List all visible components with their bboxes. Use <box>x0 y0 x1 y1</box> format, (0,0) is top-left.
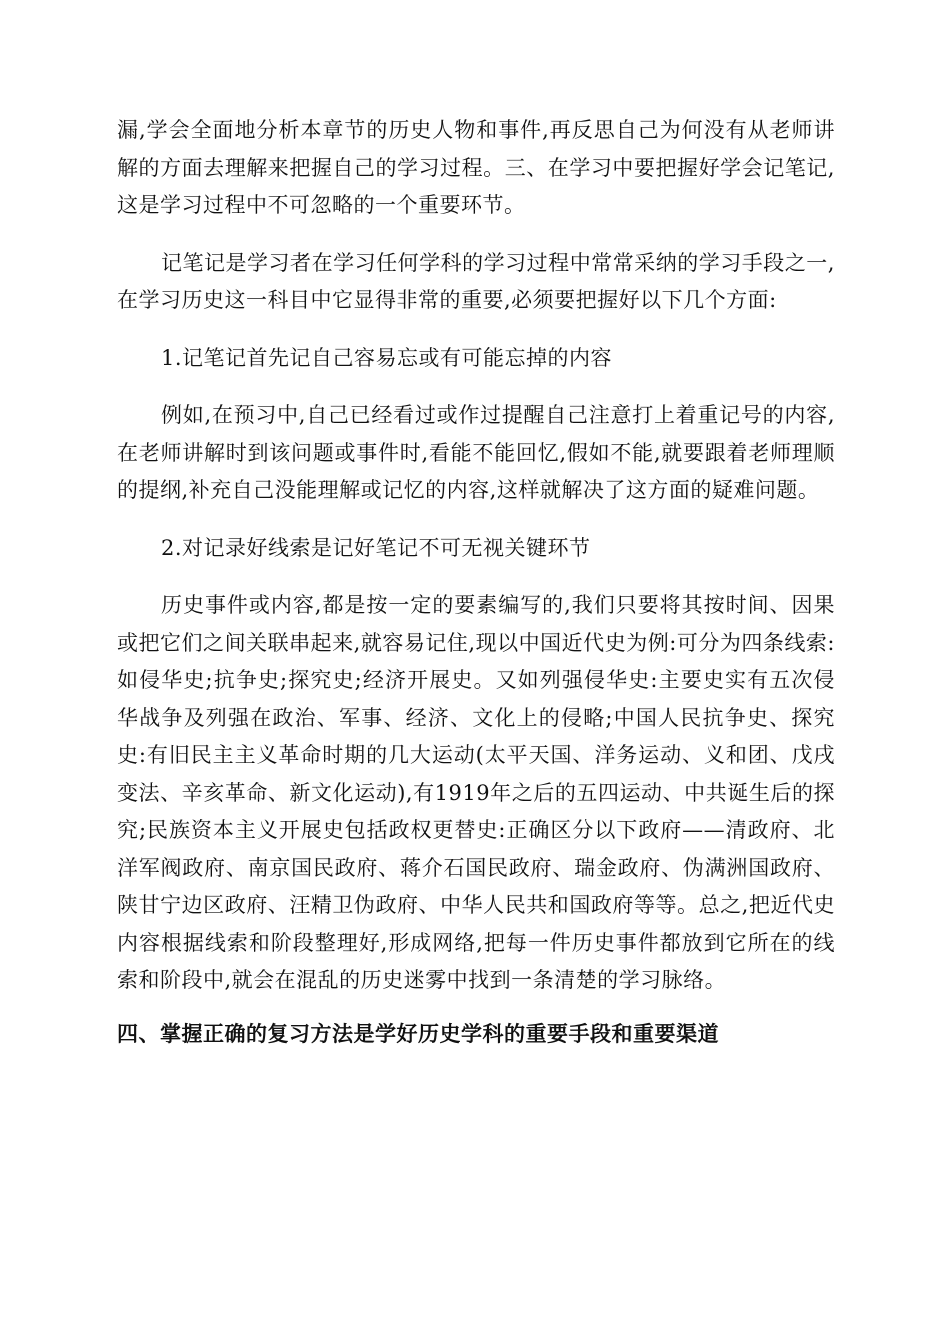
list-item-2-heading: 2.对记录好线索是记好笔记不可无视关键环节 <box>161 535 591 560</box>
paragraph-example: 例如,在预习中,自己已经看过或作过提醒自己注意打上着重记号的内容,在老师讲解时到该问题或事件时,看能不能回忆,假如不能,就要跟着老师理顺的提纲,补充自己没能理解或记忆的内容,这样就解决了这方面的疑难问题。 <box>117 403 835 502</box>
section-heading-review-methods: 四、掌握正确的复习方法是学好历史学科的重要手段和重要渠道 <box>117 1021 719 1046</box>
list-item-1-heading: 1.记笔记首先记自己容易忘或有可能忘掉的内容 <box>161 345 613 370</box>
document-page <box>117 112 835 1053</box>
paragraph-continuation: 漏,学会全面地分析本章节的历史人物和事件,再反思自己为何没有从老师讲解的方面去理解来把握自己的学习过程。三、在学习中要把握好学会记笔记,这是学习过程中不可忽略的一个重要环节。 <box>117 118 835 217</box>
paragraph-note-taking-intro: 记笔记是学习者在学习任何学科的学习过程中常常采纳的学习手段之一,在学习历史这一科目中它显得非常的重要,必须要把握好以下几个方面: <box>117 250 835 312</box>
paragraph-history-clues: 历史事件或内容,都是按一定的要素编写的,我们只要将其按时间、因果或把它们之间关联串起来,就容易记住,现以中国近代史为例:可分为四条线索:如侵华史;抗争史;探究史;经济开展史。又如列强侵华史:主要史实有五次侵华战争及列强在政治、军事、经济、文化上的侵略;中国人民抗争史、探究史:有旧民主主义革命时期的几大运动(太平天国、洋务运动、义和团、戊戌变法、辛亥革命、新文化运动),有1919年之后的五四运动、中共诞生后的探究;民族资本主义开展史包括政权更替史:正确区分以下政府——清政府、北洋军阀政府、南京国民政府、蒋介石国民政府、瑞金政府、伪满洲国政府、陕甘宁边区政府、汪精卫伪政府、中华人民共和国政府等等。总之,把近代史内容根据线索和阶段整理好,形成网络,把每一件历史事件都放到它所在的线索和阶段中,就会在混乱的历史迷雾中找到一条清楚的学习脉络。 <box>117 593 835 992</box>
